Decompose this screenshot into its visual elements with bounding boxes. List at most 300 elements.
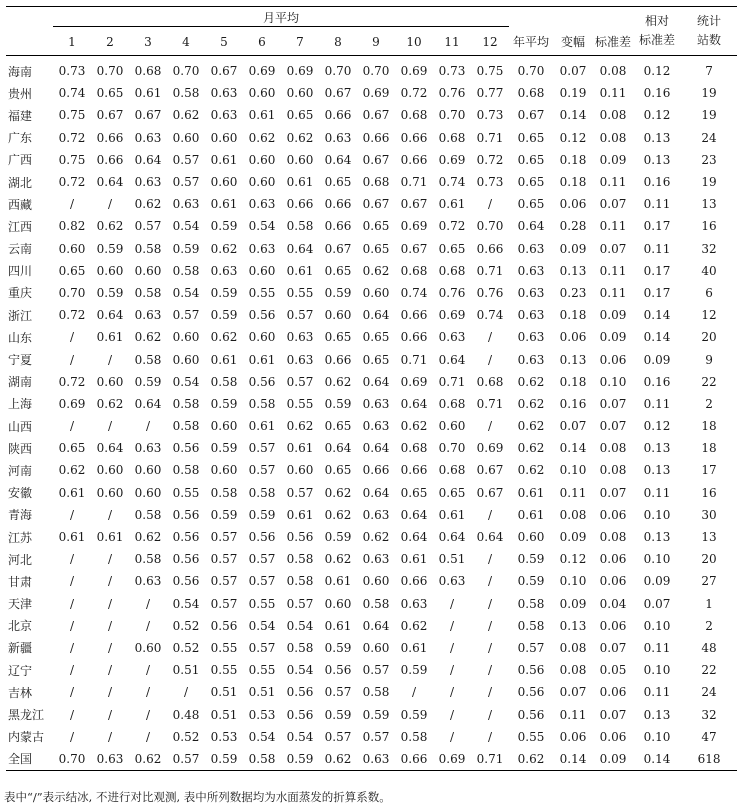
std-value: 0.11 xyxy=(599,219,627,234)
annual-average-value: 0.61 xyxy=(517,485,545,500)
evaporation-coefficient-table xyxy=(6,6,737,770)
month-value-9: 0.65 xyxy=(362,352,390,367)
month-value-1: 0.65 xyxy=(58,441,86,456)
table-row xyxy=(6,104,737,126)
month-value-3: 0.63 xyxy=(134,130,162,145)
month-value-2: / xyxy=(107,707,113,722)
month-value-10: 0.61 xyxy=(400,640,428,655)
month-value-4: 0.54 xyxy=(172,374,200,389)
std-value: 0.07 xyxy=(599,396,627,411)
month-value-8: 0.62 xyxy=(324,485,352,500)
annual-average-value: 0.62 xyxy=(517,441,545,456)
month-value-3: 0.58 xyxy=(134,552,162,567)
std-value: 0.11 xyxy=(599,263,627,278)
month-value-12: / xyxy=(487,552,493,567)
month-value-1: / xyxy=(69,596,75,611)
month-value-3: / xyxy=(145,596,151,611)
table-row xyxy=(6,548,737,570)
month-value-11: 0.73 xyxy=(438,64,466,79)
month-value-8: 0.59 xyxy=(324,285,352,300)
month-value-11: 0.71 xyxy=(438,374,466,389)
station-count-value: 27 xyxy=(701,574,717,589)
month-value-1: / xyxy=(69,685,75,700)
table-row xyxy=(6,593,737,615)
std-value: 0.06 xyxy=(599,574,627,589)
month-value-6: 0.58 xyxy=(248,751,276,766)
annual-average-value: 0.62 xyxy=(517,463,545,478)
province-name: 云南 xyxy=(8,242,33,257)
province-name: 山东 xyxy=(8,330,33,345)
province-name: 湖北 xyxy=(8,175,33,190)
month-value-6: 0.61 xyxy=(248,352,276,367)
month-value-6: 0.61 xyxy=(248,108,276,123)
range-value: 0.12 xyxy=(559,552,587,567)
std-value: 0.07 xyxy=(599,485,627,500)
month-value-4: 0.55 xyxy=(172,485,200,500)
month-value-2: 0.63 xyxy=(96,751,124,766)
table-row xyxy=(6,348,737,370)
month-header-5: 5 xyxy=(205,29,243,56)
month-value-7: 0.69 xyxy=(286,64,314,79)
table-row xyxy=(6,570,737,592)
station-count-value: 16 xyxy=(701,485,717,500)
month-value-10: 0.62 xyxy=(400,419,428,434)
month-value-1: 0.72 xyxy=(58,130,86,145)
month-value-2: / xyxy=(107,552,113,567)
month-value-9: 0.66 xyxy=(362,130,390,145)
month-value-3: 0.60 xyxy=(134,263,162,278)
month-value-1: 0.69 xyxy=(58,396,86,411)
month-value-5: 0.67 xyxy=(210,64,238,79)
month-value-9: 0.60 xyxy=(362,285,390,300)
month-value-3: 0.64 xyxy=(134,152,162,167)
month-value-5: 0.55 xyxy=(210,640,238,655)
table-row xyxy=(6,615,737,637)
province-name: 甘肃 xyxy=(8,574,33,589)
month-value-12: 0.71 xyxy=(476,396,504,411)
month-value-1: / xyxy=(69,618,75,633)
month-value-8: 0.67 xyxy=(324,86,352,101)
month-value-3: 0.59 xyxy=(134,374,162,389)
month-value-2: 0.59 xyxy=(96,241,124,256)
month-value-3: / xyxy=(145,419,151,434)
table-row xyxy=(6,726,737,748)
relative-std-value: 0.13 xyxy=(643,441,671,456)
month-value-6: 0.60 xyxy=(248,152,276,167)
relative-std-value: 0.07 xyxy=(643,596,671,611)
province-name: 山西 xyxy=(8,419,33,434)
range-value: 0.18 xyxy=(559,152,587,167)
month-value-11: 0.69 xyxy=(438,152,466,167)
month-value-7: 0.60 xyxy=(286,86,314,101)
month-value-2: 0.67 xyxy=(96,108,124,123)
range-value: 0.23 xyxy=(559,285,587,300)
station-count-value: 48 xyxy=(701,640,717,655)
annual-average-value: 0.62 xyxy=(517,419,545,434)
month-value-4: 0.58 xyxy=(172,396,200,411)
province-name: 河南 xyxy=(8,463,33,478)
table-row xyxy=(6,482,737,504)
std-value: 0.05 xyxy=(599,663,627,678)
month-value-9: 0.64 xyxy=(362,308,390,323)
month-value-7: 0.58 xyxy=(286,552,314,567)
month-value-8: 0.57 xyxy=(324,729,352,744)
table-row xyxy=(6,437,737,459)
station-count-value: 18 xyxy=(701,441,717,456)
range-value: 0.06 xyxy=(559,729,587,744)
station-count-value: 20 xyxy=(701,330,717,345)
month-value-8: 0.64 xyxy=(324,152,352,167)
range-value: 0.06 xyxy=(559,197,587,212)
month-value-10: 0.69 xyxy=(400,64,428,79)
month-value-2: / xyxy=(107,574,113,589)
relative-std-value: 0.11 xyxy=(643,197,671,212)
month-value-4: 0.57 xyxy=(172,175,200,190)
station-count-value: 22 xyxy=(701,663,717,678)
month-value-1: / xyxy=(69,729,75,744)
month-value-2: / xyxy=(107,729,113,744)
range-value: 0.14 xyxy=(559,108,587,123)
month-value-11: / xyxy=(449,596,455,611)
month-value-11: 0.70 xyxy=(438,108,466,123)
range-value: 0.08 xyxy=(559,507,587,522)
month-value-11: / xyxy=(449,618,455,633)
month-value-10: 0.63 xyxy=(400,596,428,611)
month-value-7: 0.61 xyxy=(286,263,314,278)
month-value-10: 0.64 xyxy=(400,396,428,411)
table-row xyxy=(6,171,737,193)
station-count-value: 23 xyxy=(701,152,717,167)
std-value: 0.08 xyxy=(599,441,627,456)
month-value-6: 0.55 xyxy=(248,663,276,678)
std-value: 0.09 xyxy=(599,751,627,766)
month-value-9: 0.68 xyxy=(362,175,390,190)
month-value-12: / xyxy=(487,596,493,611)
relative-std-value: 0.10 xyxy=(643,618,671,633)
month-value-2: / xyxy=(107,618,113,633)
std-value: 0.08 xyxy=(599,108,627,123)
month-value-4: 0.60 xyxy=(172,130,200,145)
month-value-5: 0.58 xyxy=(210,485,238,500)
station-count-value: 7 xyxy=(705,64,713,79)
range-value: 0.13 xyxy=(559,618,587,633)
station-count-value: 32 xyxy=(701,707,717,722)
table-row xyxy=(6,415,737,437)
month-value-11: 0.69 xyxy=(438,751,466,766)
relative-std-value: 0.17 xyxy=(643,285,671,300)
month-value-1: 0.73 xyxy=(58,64,86,79)
province-name: 四川 xyxy=(8,264,33,279)
std-value: 0.09 xyxy=(599,330,627,345)
relative-std-value: 0.10 xyxy=(643,729,671,744)
month-value-10: 0.68 xyxy=(400,108,428,123)
month-value-3: 0.63 xyxy=(134,308,162,323)
month-value-11: 0.64 xyxy=(438,530,466,545)
month-value-5: 0.60 xyxy=(210,419,238,434)
month-header-9: 9 xyxy=(357,29,395,56)
month-value-2: / xyxy=(107,419,113,434)
month-value-12: 0.64 xyxy=(476,530,504,545)
province-name: 江苏 xyxy=(8,530,33,545)
month-value-8: 0.65 xyxy=(324,263,352,278)
month-value-5: 0.59 xyxy=(210,308,238,323)
station-count-value: 16 xyxy=(701,219,717,234)
month-value-4: 0.58 xyxy=(172,86,200,101)
month-value-9: 0.65 xyxy=(362,330,390,345)
annual-average-value: 0.70 xyxy=(517,64,545,79)
province-name: 湖南 xyxy=(8,375,33,390)
monthly-average-header: 月平均 xyxy=(53,7,509,30)
station-count-header: 统计 站数 xyxy=(681,7,737,56)
month-value-5: 0.53 xyxy=(210,729,238,744)
month-value-10: 0.67 xyxy=(400,241,428,256)
table-row xyxy=(6,215,737,237)
month-value-2: 0.61 xyxy=(96,530,124,545)
relative-std-value: 0.09 xyxy=(643,574,671,589)
month-value-11: 0.60 xyxy=(438,419,466,434)
table-row xyxy=(6,748,737,770)
table-body xyxy=(6,56,737,771)
month-value-7: 0.65 xyxy=(286,108,314,123)
province-name: 西藏 xyxy=(8,197,33,212)
range-value: 0.12 xyxy=(559,130,587,145)
month-value-12: / xyxy=(487,352,493,367)
bottom-rule xyxy=(6,770,737,771)
month-value-10: / xyxy=(411,685,417,700)
annual-average-value: 0.55 xyxy=(517,729,545,744)
month-value-4: 0.56 xyxy=(172,441,200,456)
province-name: 辽宁 xyxy=(8,663,33,678)
annual-average-value: 0.62 xyxy=(517,374,545,389)
month-value-3: 0.60 xyxy=(134,463,162,478)
month-value-2: 0.59 xyxy=(96,285,124,300)
table-row xyxy=(6,526,737,548)
month-value-4: 0.60 xyxy=(172,330,200,345)
month-value-9: 0.63 xyxy=(362,751,390,766)
month-value-4: / xyxy=(183,685,189,700)
relative-std-value: 0.09 xyxy=(643,352,671,367)
station-count-value: 24 xyxy=(701,685,717,700)
range-value: 0.13 xyxy=(559,352,587,367)
month-value-3: / xyxy=(145,729,151,744)
range-value: 0.16 xyxy=(559,396,587,411)
annual-average-value: 0.58 xyxy=(517,618,545,633)
province-name: 黑龙江 xyxy=(8,708,45,723)
month-value-10: 0.58 xyxy=(400,729,428,744)
province-name: 安徽 xyxy=(8,486,33,501)
month-value-5: 0.55 xyxy=(210,663,238,678)
month-value-9: 0.67 xyxy=(362,152,390,167)
month-value-4: 0.58 xyxy=(172,263,200,278)
month-value-9: 0.57 xyxy=(362,729,390,744)
province-name: 广东 xyxy=(8,131,33,146)
month-value-7: 0.62 xyxy=(286,419,314,434)
std-value: 0.06 xyxy=(599,618,627,633)
month-value-1: / xyxy=(69,352,75,367)
month-value-6: 0.60 xyxy=(248,175,276,190)
std-value: 0.11 xyxy=(599,86,627,101)
month-value-12: 0.73 xyxy=(476,108,504,123)
month-value-6: 0.55 xyxy=(248,596,276,611)
month-value-2: 0.60 xyxy=(96,463,124,478)
month-value-4: 0.52 xyxy=(172,618,200,633)
month-value-6: 0.57 xyxy=(248,463,276,478)
relative-std-value: 0.13 xyxy=(643,707,671,722)
annual-average-value: 0.63 xyxy=(517,330,545,345)
month-value-3: 0.62 xyxy=(134,330,162,345)
month-value-4: 0.59 xyxy=(172,241,200,256)
annual-average-value: 0.64 xyxy=(517,219,545,234)
range-value: 0.09 xyxy=(559,241,587,256)
province-name: 内蒙古 xyxy=(8,730,45,745)
month-value-2: 0.64 xyxy=(96,308,124,323)
station-count-value: 19 xyxy=(701,175,717,190)
station-count-value: 47 xyxy=(701,729,717,744)
province-name: 全国 xyxy=(8,752,33,767)
province-name: 北京 xyxy=(8,619,33,634)
month-value-3: 0.67 xyxy=(134,108,162,123)
province-name: 河北 xyxy=(8,552,33,567)
range-value: 0.18 xyxy=(559,374,587,389)
annual-average-value: 0.65 xyxy=(517,175,545,190)
month-value-7: 0.58 xyxy=(286,574,314,589)
month-value-2: 0.60 xyxy=(96,263,124,278)
month-value-2: / xyxy=(107,596,113,611)
month-value-1: / xyxy=(69,197,75,212)
month-value-7: 0.57 xyxy=(286,308,314,323)
table-row xyxy=(6,282,737,304)
month-value-12: 0.74 xyxy=(476,308,504,323)
month-value-1: 0.61 xyxy=(58,530,86,545)
month-value-4: 0.58 xyxy=(172,463,200,478)
month-value-1: / xyxy=(69,330,75,345)
std-value: 0.09 xyxy=(599,152,627,167)
month-value-8: 0.65 xyxy=(324,175,352,190)
month-value-9: 0.70 xyxy=(362,64,390,79)
month-value-12: / xyxy=(487,685,493,700)
month-value-4: 0.56 xyxy=(172,507,200,522)
month-value-10: 0.68 xyxy=(400,263,428,278)
table-row xyxy=(6,371,737,393)
month-value-6: 0.54 xyxy=(248,219,276,234)
month-value-12: / xyxy=(487,640,493,655)
month-value-11: 0.63 xyxy=(438,574,466,589)
month-value-12: / xyxy=(487,197,493,212)
std-value: 0.04 xyxy=(599,596,627,611)
month-value-12: / xyxy=(487,663,493,678)
range-value: 0.13 xyxy=(559,263,587,278)
month-value-3: 0.60 xyxy=(134,640,162,655)
std-value: 0.06 xyxy=(599,552,627,567)
month-value-9: 0.59 xyxy=(362,707,390,722)
month-value-6: 0.69 xyxy=(248,64,276,79)
month-value-2: 0.61 xyxy=(96,330,124,345)
month-value-6: 0.56 xyxy=(248,530,276,545)
month-value-3: 0.63 xyxy=(134,441,162,456)
month-value-8: 0.59 xyxy=(324,530,352,545)
month-value-10: 0.66 xyxy=(400,574,428,589)
province-name: 吉林 xyxy=(8,685,33,700)
month-value-4: 0.58 xyxy=(172,419,200,434)
month-value-10: 0.66 xyxy=(400,751,428,766)
month-value-8: 0.56 xyxy=(324,663,352,678)
range-value: 0.19 xyxy=(559,86,587,101)
month-value-6: 0.55 xyxy=(248,285,276,300)
province-name: 宁夏 xyxy=(8,353,33,368)
month-value-8: 0.59 xyxy=(324,707,352,722)
month-value-3: 0.58 xyxy=(134,285,162,300)
month-value-1: 0.70 xyxy=(58,285,86,300)
month-value-1: 0.82 xyxy=(58,219,86,234)
month-value-4: 0.52 xyxy=(172,640,200,655)
month-value-1: / xyxy=(69,552,75,567)
relative-std-value: 0.11 xyxy=(643,485,671,500)
month-value-7: 0.54 xyxy=(286,618,314,633)
month-value-12: / xyxy=(487,707,493,722)
month-value-1: 0.62 xyxy=(58,463,86,478)
station-count-value: 17 xyxy=(701,463,717,478)
std-value: 0.06 xyxy=(599,729,627,744)
month-value-2: 0.66 xyxy=(96,152,124,167)
month-value-2: 0.60 xyxy=(96,374,124,389)
std-value: 0.08 xyxy=(599,463,627,478)
relative-std-value: 0.16 xyxy=(643,86,671,101)
month-value-4: 0.70 xyxy=(172,64,200,79)
month-value-2: / xyxy=(107,640,113,655)
month-value-2: / xyxy=(107,352,113,367)
month-value-5: 0.62 xyxy=(210,330,238,345)
month-value-11: / xyxy=(449,685,455,700)
month-value-7: 0.56 xyxy=(286,530,314,545)
month-value-10: 0.69 xyxy=(400,219,428,234)
month-value-12: 0.68 xyxy=(476,374,504,389)
month-value-9: 0.63 xyxy=(362,419,390,434)
std-value: 0.07 xyxy=(599,419,627,434)
station-count-value: 30 xyxy=(701,507,717,522)
month-value-5: 0.59 xyxy=(210,396,238,411)
month-value-5: 0.61 xyxy=(210,152,238,167)
month-value-4: 0.62 xyxy=(172,108,200,123)
month-value-6: 0.51 xyxy=(248,685,276,700)
range-value: 0.07 xyxy=(559,419,587,434)
month-header-2: 2 xyxy=(91,29,129,56)
month-value-11: 0.68 xyxy=(438,463,466,478)
month-value-7: 0.58 xyxy=(286,640,314,655)
std-value: 0.10 xyxy=(599,374,627,389)
table-row xyxy=(6,637,737,659)
month-value-8: 0.57 xyxy=(324,685,352,700)
month-value-10: 0.64 xyxy=(400,530,428,545)
station-count-value: 22 xyxy=(701,374,717,389)
month-value-10: 0.67 xyxy=(400,197,428,212)
month-value-5: 0.57 xyxy=(210,530,238,545)
std-value: 0.06 xyxy=(599,507,627,522)
month-value-11: 0.68 xyxy=(438,396,466,411)
month-value-12: / xyxy=(487,330,493,345)
annual-average-value: 0.65 xyxy=(517,130,545,145)
table-row xyxy=(6,659,737,681)
month-value-5: 0.61 xyxy=(210,352,238,367)
annual-average-value: 0.63 xyxy=(517,308,545,323)
month-value-3: / xyxy=(145,707,151,722)
month-value-6: 0.54 xyxy=(248,618,276,633)
station-count-value: 20 xyxy=(701,552,717,567)
table-row xyxy=(6,82,737,104)
month-value-2: / xyxy=(107,685,113,700)
month-value-7: 0.59 xyxy=(286,751,314,766)
month-value-3: 0.63 xyxy=(134,175,162,190)
annual-average-value: 0.59 xyxy=(517,574,545,589)
